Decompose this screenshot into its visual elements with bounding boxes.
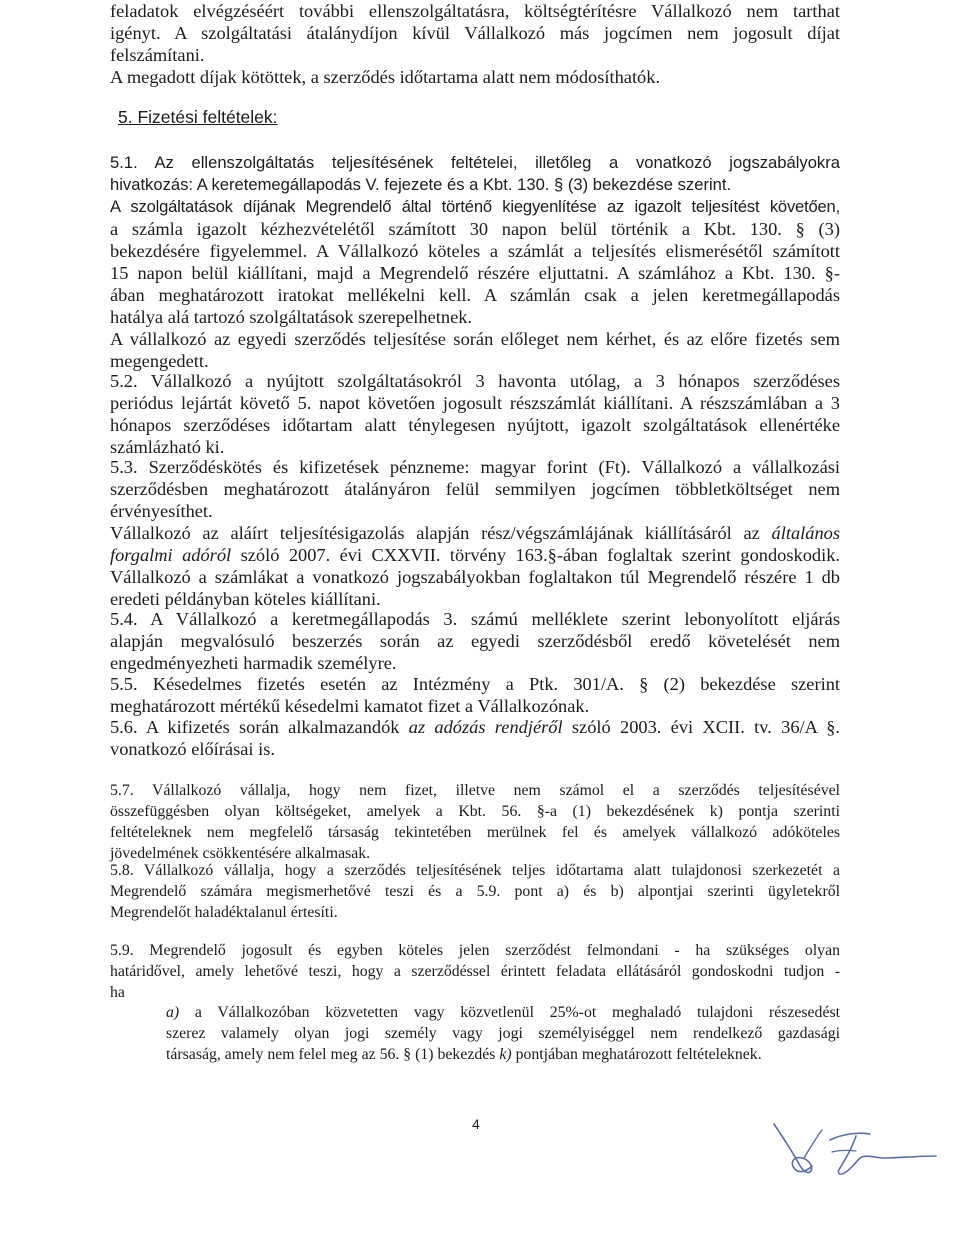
text-run: szóló 2003. évi XCII. tv. 36/A §. <box>562 717 840 737</box>
text-line: 5.5. Késedelmes fizetés esetén az Intézmény a Ptk. 301/A. § (2) bekezdése szerint <box>110 674 840 694</box>
text-line: 5.3. Szerződéskötés és kifizetések pénzneme: magyar forint (Ft). Vállalkozó a vállalkozási <box>110 457 840 477</box>
text-line: A vállalkozó az egyedi szerződés teljesítése során előleget nem kérhet, és az előre fizetés sem <box>110 329 840 349</box>
text-line: Megrendelő számára megismerhetővé teszi és a 5.9. pont a) és b) alpontjai szerinti ügyletekről <box>110 883 840 900</box>
text-line: bekezdésére figyelemmel. A Vállalkozó köteles a számlát a teljesítés elismerésétől számított <box>110 241 840 261</box>
text-line: hatálya alá tartozó szolgáltatások szerepelhetnek. <box>110 307 473 327</box>
italic-term: az adózás rendjéről <box>408 717 563 737</box>
text-line: ha <box>110 984 125 1001</box>
text-run: a Vállalkozóban közvetetten vagy közvetlenül 25%-ot meghaladó tulajdoni részesedést <box>179 1004 840 1021</box>
paragraph-5-8 <box>110 860 840 923</box>
text-line: 5.8. Vállalkozó vállalja, hogy a szerződés teljesítésének teljes időtartama alatt tulajdonosi szerkezetét a <box>110 862 840 879</box>
paragraph-5-1 <box>110 152 840 218</box>
list-label: a) <box>166 1004 180 1021</box>
text-line: 5.7. Vállalkozó vállalja, hogy nem fizet, illetve nem számol el a szerződés teljesítésével <box>110 782 840 799</box>
text-line: megengedett. <box>110 351 209 371</box>
text-run: pontjában meghatározott feltételeknek. <box>511 1046 762 1063</box>
paragraph-5-4 <box>110 608 840 674</box>
text-line: feladatok elvégzéséért további ellenszolgáltatásra, költségtérítésre Vállalkozó nem tarthat <box>110 1 840 21</box>
text-line: periódus lejártát követő 5. napot követően jogosult részszámlát kiállítani. A részszámlában a 3 <box>110 393 840 413</box>
text-line <box>110 544 840 566</box>
text-line: alapján megvalósuló beszerzés során az egyedi szerződésből eredő követelését nem <box>110 631 840 651</box>
section-heading: 5. Fizetési feltételek: <box>118 107 278 127</box>
text-line <box>166 1044 840 1065</box>
text-line: meghatározott mértékű késedelmi kamatot fizet a Vállalkozónak. <box>110 696 590 716</box>
text-line: Vállalkozó a számlákat a vonatkozó jogszabályokban foglaltakon túl Megrendelő részére 1 db <box>110 567 840 587</box>
signature-initials <box>760 1118 950 1188</box>
text-line: érvényesíthet. <box>110 501 213 521</box>
text-run: 5.6. A kifizetés során alkalmazandók <box>110 717 409 737</box>
text-run: társaság, amely nem felel meg az 56. § (1) bekezdés <box>166 1046 500 1063</box>
paragraph-5-5 <box>110 673 840 717</box>
text-line: szerződésben meghatározott átalányáron felül semmilyen jogcímen többletköltséget nem <box>110 479 840 499</box>
text-line: 5.4. A Vállalkozó a keretmegállapodás 3. számú melléklete szerint lebonyolított eljárás <box>110 609 840 629</box>
paragraph-5-9 <box>110 940 840 1003</box>
text-line: felszámítani. <box>110 45 205 65</box>
text-line: összefüggésben olyan költségeket, amelyek a Kbt. 56. §-a (1) bekezdésének k) pontja szerinti <box>110 803 840 820</box>
text-line: 15 napon belül kiállítani, majd a Megrendelő részére eljuttatni. A számlához a Kbt. 130. §- <box>110 263 840 283</box>
text-line: hónapos szerződéses időtartam alatt ténylegesen nyújtott, igazolt szolgáltatások ellenértéke <box>110 415 840 435</box>
paragraph-5-6 <box>110 716 840 760</box>
paragraph-5-2 <box>110 370 840 458</box>
text-line: határidővel, amely lehetővé teszi, hogy a szerződéssel érintett feladata ellátásáról gondoskodni tudjon - <box>110 963 840 980</box>
text-line: ában meghatározott iratokat mellékelni kell. A számlán csak a jelen keretmegállapodás <box>110 285 840 305</box>
italic-term: általános <box>771 523 840 543</box>
text-line: szerez valamely olyan jogi személy vagy jogi személyiséggel nem rendelkező gazdasági <box>166 1025 840 1042</box>
italic-term: k) <box>499 1046 512 1063</box>
text-line: engedményezheti harmadik személyre. <box>110 653 397 673</box>
text-line: jövedelmének csökkentésére alkalmasak. <box>110 845 371 862</box>
text-line: vonatkozó előírásai is. <box>110 739 275 759</box>
paragraph-5-9-a <box>166 1002 840 1065</box>
text-line: A megadott díjak kötöttek, a szerződés időtartama alatt nem módosíthatók. <box>110 67 661 87</box>
text-line: 5.2. Vállalkozó a nyújtott szolgáltatásokról 3 havonta utólag, a 3 hónapos szerződéses <box>110 371 840 391</box>
text-line: a számla igazolt kézhezvételétől számított 30 napon belül történik a Kbt. 130. § (3) <box>110 219 840 239</box>
text-line <box>110 716 840 738</box>
text-line: A szolgáltatások díjának Megrendelő által történő kiegyenlítése az igazolt teljesítést követően, <box>110 197 840 216</box>
text-run: szóló 2007. évi CXXVII. törvény 163.§-ában foglaltak szerint gondoskodik. <box>231 545 840 565</box>
intro-paragraph <box>110 0 840 88</box>
page-number: 4 <box>472 1116 480 1132</box>
text-line <box>166 1002 840 1023</box>
paragraph-5-3 <box>110 456 840 610</box>
text-line: számlázható ki. <box>110 437 225 457</box>
italic-term: forgalmi adóról <box>110 545 232 565</box>
text-run: Vállalkozó az aláírt teljesítésigazolás alapján rész/végszámlájának kiállításáról az <box>110 523 772 543</box>
text-line: 5.1. Az ellenszolgáltatás teljesítésének feltételei, illetőleg a vonatkozó jogszabályokra <box>110 153 840 172</box>
paragraph-5-7 <box>110 780 840 864</box>
text-line: Megrendelőt haladéktalanul értesíti. <box>110 904 338 921</box>
text-line: igényt. A szolgáltatási átalánydíjon kívül Vállalkozó más jogcímen nem jogosult díjat <box>110 23 840 43</box>
text-line: feltételeknek nem megfelelő társaság tekintetében merülnek fel és amelyek vállalkozó adóköteles <box>110 824 840 841</box>
text-line: 5.9. Megrendelő jogosult és egyben köteles jelen szerződést felmondani - ha szükséges olyan <box>110 942 840 959</box>
text-line: hivatkozás: A keretemegállapodás V. fejezete és a Kbt. 130. § (3) bekezdése szerint. <box>110 175 732 194</box>
text-line <box>110 522 840 544</box>
paragraph-5-1-cont <box>110 218 840 372</box>
text-line: eredeti példányban köteles kiállítani. <box>110 589 381 609</box>
